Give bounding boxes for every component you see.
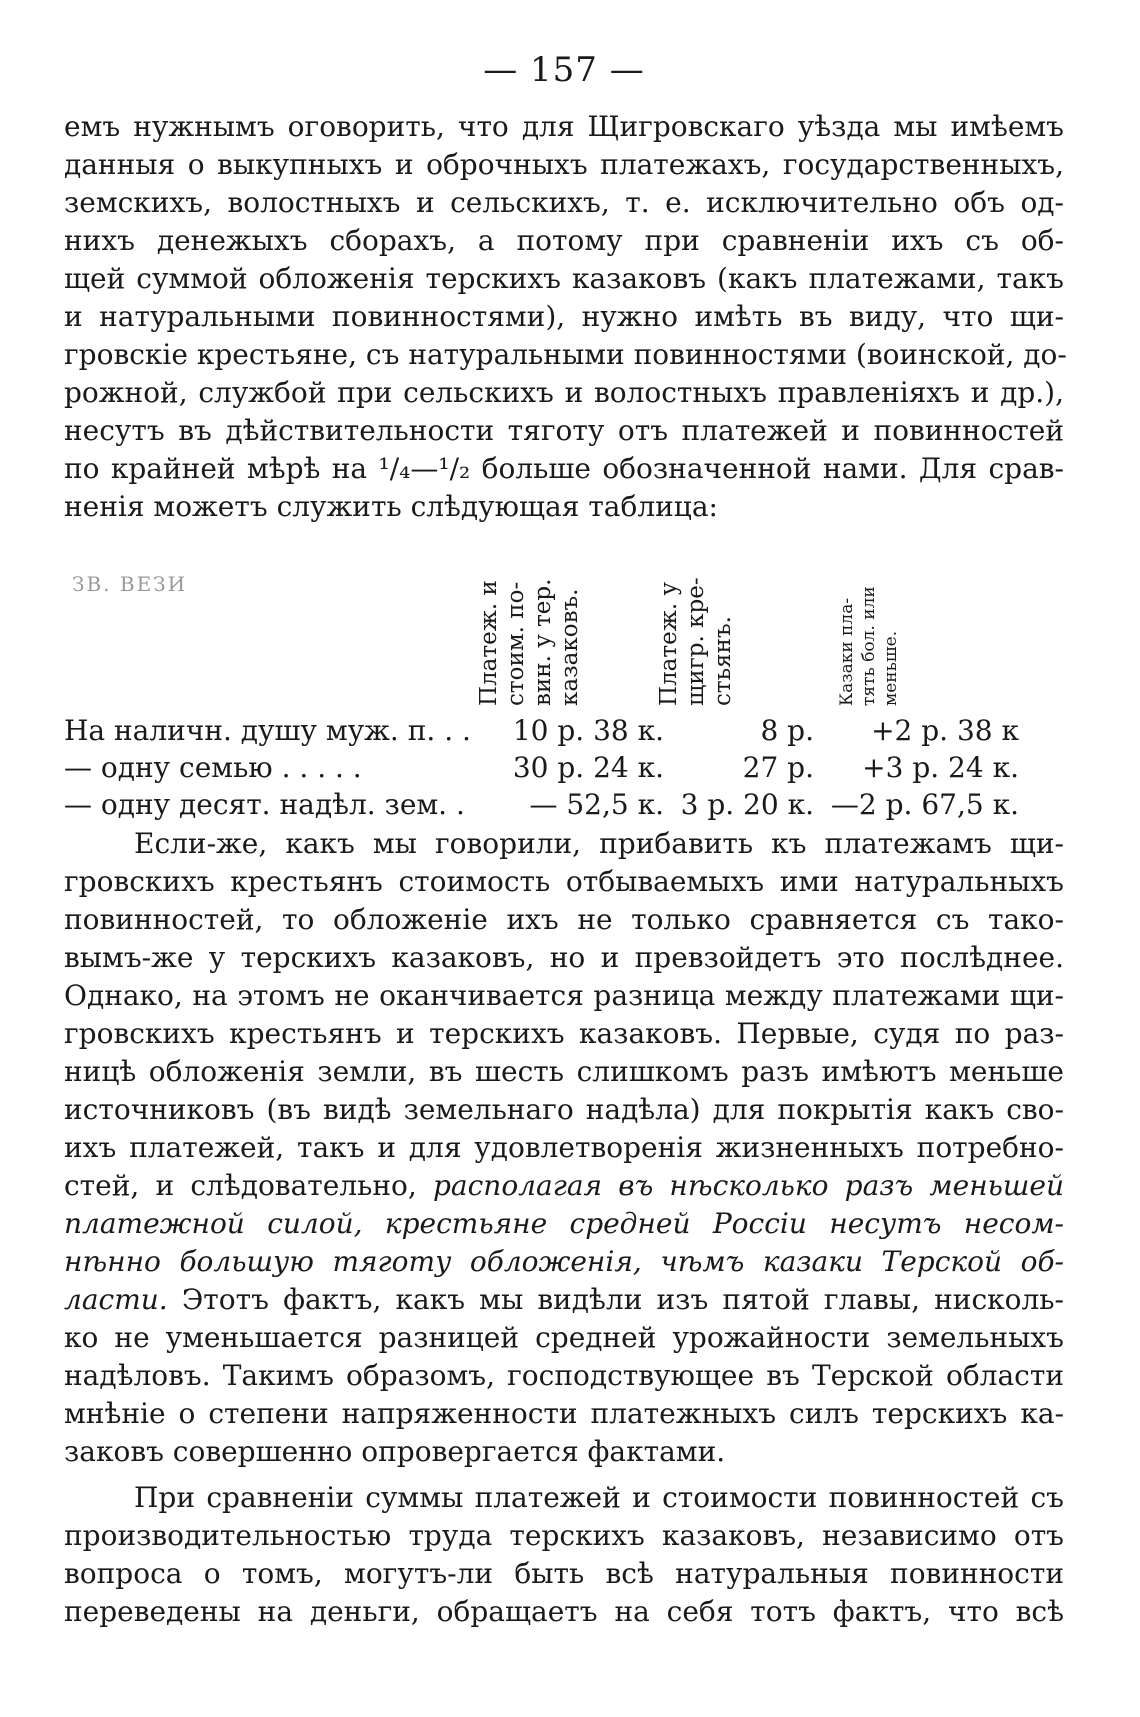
- text-line: земскихъ, волостныхъ и сельскихъ, т. е. исключительно объ од-: [64, 186, 1064, 219]
- text-line: [64, 1167, 1064, 1205]
- column-header-line: щигр. кре-: [683, 577, 709, 706]
- cell-shchigry: 8 р.: [760, 714, 814, 747]
- text-line: переведены на деньги, обращаетъ на себя тотъ фактъ, что всѣ: [64, 1595, 1064, 1628]
- text-line: заковъ совершенно опровергается фактами.: [64, 1435, 726, 1468]
- paragraph-1: [64, 108, 1067, 526]
- emphasis-run: ласти.: [64, 1283, 168, 1316]
- cell-shchigry: 3 р. 20 к.: [680, 788, 814, 821]
- text-line: щей суммой обложенія терскихъ казаковъ (какъ платежами, такъ: [64, 262, 1064, 295]
- column-header-line: меньше.: [881, 630, 901, 706]
- row-label: — одну семью . . . . .: [64, 751, 362, 784]
- cell-difference: +3 р. 24 к.: [862, 751, 1019, 784]
- text-line: рожной, службой при сельскихъ и волостныхъ правленіяхъ и др.),: [64, 376, 1064, 409]
- text-line: несутъ въ дѣйствительности тяготу отъ платежей и повинностей: [64, 414, 1064, 447]
- column-header-line: стьянъ.: [710, 616, 736, 706]
- column-header-line: Платеж. и: [476, 580, 502, 706]
- text-line: гровскихъ крестьянъ стоимость отбываемыхъ ими натуральныхъ: [64, 865, 1064, 898]
- text-line: производительностью труда терскихъ казаковъ, независимо отъ: [64, 1519, 1064, 1552]
- cell-difference: —2 р. 67,5 к.: [830, 788, 1019, 821]
- text-line: надѣловъ. Такимъ образомъ, господствующее въ Терской области: [64, 1359, 1064, 1392]
- paragraph-2: [64, 825, 1064, 1471]
- emphasis-line: нѣнно большую тяготу обложенія, чѣмъ казаки Терской об-: [64, 1245, 1064, 1278]
- cell-terek: — 52,5 к.: [529, 788, 664, 821]
- text-line: по крайней мѣрѣ на ¹/₄—¹/₂ больше обозначенной нами. Для срав-: [64, 452, 1064, 485]
- column-header-line: стоим. по-: [503, 581, 529, 706]
- text-line: повинностей, то обложеніе ихъ не только сравняется съ тако-: [64, 903, 1064, 936]
- text-run: стей, и слѣдовательно,: [64, 1169, 417, 1202]
- cell-terek: 10 р. 38 к.: [512, 714, 664, 747]
- text-line: вопроса о томъ, могутъ-ли быть всѣ натуральныя повинности: [64, 1557, 1064, 1590]
- column-header-terek: [476, 546, 584, 706]
- text-line: гровскіе крестьяне, съ натуральными повинностями (воинской, до-: [64, 338, 1067, 371]
- row-label: На наличн. душу муж. п. . .: [64, 714, 471, 747]
- emphasis-line: платежной силой, крестьяне средней Россіи несутъ несом-: [64, 1207, 1064, 1240]
- column-header-difference: [836, 546, 902, 706]
- text-line: нихъ денежыхъ сборахъ, а потому при сравненіи ихъ съ об-: [64, 224, 1064, 257]
- cell-difference: +2 р. 38 к: [871, 714, 1019, 747]
- text-line: данныя о выкупныхъ и оброчныхъ платежахъ, государственныхъ,: [64, 148, 1064, 181]
- text-line: Однако, на этомъ не оканчивается разница между платежами щи-: [64, 979, 1064, 1012]
- text-line: [64, 1281, 1064, 1319]
- text-line: емъ нужнымъ оговорить, что для Щигровскаго уѣзда мы имѣемъ: [64, 110, 1064, 143]
- column-header-line: Платеж. у: [656, 581, 682, 706]
- text-line: ихъ платежей, такъ и для удовлетворенія жизненныхъ потребно-: [64, 1131, 1064, 1164]
- column-header-shchigry: [656, 546, 737, 706]
- table-row: [64, 749, 1064, 786]
- text-line: ко не уменьшается разницей средней урожайности земельныхъ: [64, 1321, 1064, 1354]
- text-line: источниковъ (въ видѣ земельнаго надѣла) для покрытія какъ сво-: [64, 1093, 1064, 1126]
- page: [64, 50, 1067, 1631]
- page-number: — 157 —: [483, 50, 645, 90]
- column-header-line: тять бол. или: [859, 586, 879, 706]
- cell-terek: 30 р. 24 к.: [512, 751, 664, 784]
- text-line: вымъ-же у терскихъ казаковъ, но и превзойдетъ это послѣднее.: [64, 941, 1064, 974]
- text-line: мнѣніе о степени напряженности платежныхъ силъ терскихъ ка-: [64, 1397, 1064, 1430]
- column-header-line: вин. у тер.: [530, 578, 556, 706]
- text-line: При сравненіи суммы платежей и стоимости повинностей съ: [134, 1481, 1064, 1514]
- text-line: ницѣ обложенія земли, въ шесть слишкомъ разъ имѣютъ меньше: [64, 1055, 1064, 1088]
- text-line: гровскихъ крестьянъ и терскихъ казаковъ. Первые, судя по раз-: [64, 1017, 1064, 1050]
- row-label: — одну десят. надѣл. зем. .: [64, 788, 465, 821]
- text-line: и натуральными повинностями), нужно имѣть въ виду, что щи-: [64, 300, 1064, 333]
- column-header-line: Казаки пла-: [837, 597, 857, 706]
- library-stamp: ЗВ. ВЕЗИ: [72, 572, 188, 596]
- cell-shchigry: 27 р.: [742, 751, 814, 784]
- column-header-line: казаковъ.: [557, 588, 583, 706]
- text-run: Этотъ фактъ, какъ мы видѣли изъ пятой главы, нисколь-: [181, 1283, 1064, 1316]
- table-row: [64, 786, 1064, 823]
- text-line: Если-же, какъ мы говорили, прибавить къ платежамъ щи-: [134, 827, 1064, 860]
- paragraph-3: [64, 1479, 1064, 1631]
- table-header: [64, 536, 1064, 706]
- text-line: ненія можетъ служить слѣдующая таблица:: [64, 490, 718, 523]
- table-row: [64, 712, 1064, 749]
- emphasis-run: располагая въ нѣсколько разъ меньшей: [432, 1169, 1065, 1202]
- table-body: [64, 712, 1064, 823]
